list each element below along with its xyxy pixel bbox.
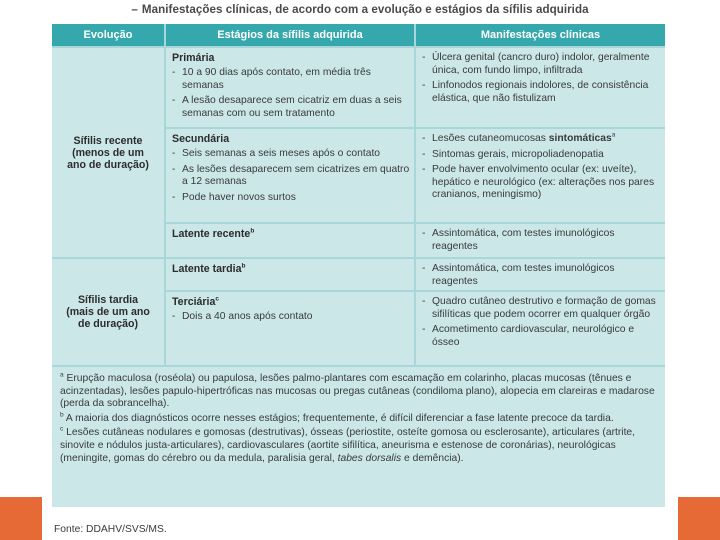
footnote-b: $^b$ A maioria dos diagnósticos ocorre nesses estágios; frequentemente, é difícil diferenciar a fase latente precoce da tardia. bbox=[60, 411, 614, 424]
header-evolucao: Evolução bbox=[52, 24, 164, 46]
stage-latente-recente-title: Latente recente$^b$ bbox=[172, 227, 255, 240]
accent-bar-left bbox=[0, 497, 42, 540]
list-item: - 10 a 90 dias após contato, em média três semanas bbox=[172, 67, 371, 91]
list-item: - Assintomática, com testes imunológicos reagentes bbox=[422, 263, 615, 287]
list-item: - Seis semanas a seis meses após o contato bbox=[172, 148, 381, 159]
header-manifestacoes: Manifestações clínicas bbox=[416, 24, 665, 46]
list-item: - Dois a 40 anos após contato bbox=[172, 311, 313, 322]
stage-latente-recente bbox=[166, 224, 414, 257]
list-item: - Acometimento cardiovascular, neurológico e ósseo bbox=[422, 324, 635, 348]
list-item: - Assintomática, com testes imunológicos reagentes bbox=[422, 228, 615, 252]
group-sifilis-tardia bbox=[52, 259, 164, 365]
group-sifilis-recente bbox=[52, 48, 164, 257]
title-text: Manifestações clínicas, de acordo com a evolução e estágios da sífilis adquirida bbox=[141, 3, 589, 16]
group-recente-sub: (menos de um ano de duração) bbox=[67, 146, 149, 171]
stage-primaria-title: Primária bbox=[172, 52, 215, 64]
source-note: Fonte: DDAHV/SVS/MS. bbox=[54, 524, 167, 535]
group-tardia-name: Sífilis tardia bbox=[77, 294, 139, 306]
list-item: - Pode haver novos surtos bbox=[172, 191, 296, 203]
header-estagios: Estágios da sífilis adquirida bbox=[166, 24, 414, 46]
accent-bar-right bbox=[678, 497, 720, 540]
manifest-primaria bbox=[416, 48, 665, 127]
list-item: - Úlcera genital (cancro duro) indolor, geralmente única, com fundo limpo, infiltrada bbox=[422, 52, 650, 76]
manifest-terciaria bbox=[416, 292, 665, 365]
footnote-a: $^a$ Erupção maculosa (roséola) ou papulosa, lesões palmo-plantares com escamação em colarinho, placas mucosas (tênues e acinzentadas), lesões papulo-hipertróficas nas mucosas ou pregas cutâneas (condiloma plano), alopecia em clareiras e madarose (perda da sobrancelha). bbox=[60, 371, 655, 410]
list-item: - Quadro cutâneo destrutivo e formação de gomas sifilíticas que podem ocorrer em qualquer órgão bbox=[422, 296, 656, 320]
clinical-table bbox=[52, 24, 665, 507]
list-item: - Sintomas gerais, micropoliadenopatia bbox=[422, 148, 604, 160]
stage-latente-tardia bbox=[166, 259, 414, 290]
list-item: - As lesões desaparecem sem cicatrizes em quatro a 12 semanas bbox=[172, 163, 410, 188]
stage-latente-tardia-title: Latente tardia$^b$ bbox=[172, 262, 246, 275]
list-item: - A lesão desaparece sem cicatriz em duas a seis semanas com ou sem tratamento bbox=[172, 95, 402, 119]
stage-terciaria-title: Terciária$^c$ bbox=[172, 295, 220, 308]
stage-secundaria-title: Secundária bbox=[172, 133, 230, 145]
group-tardia-sub: (mais de um ano de duração) bbox=[66, 306, 150, 330]
stage-primaria bbox=[166, 48, 414, 127]
footnote-c: $^c$ Lesões cutâneas nodulares e gomosas (destrutivas), ósseas (periostite, osteíte gomosa ou esclerosante), articulares (artrite, sinovite e nódulos justa-articulares), cardiovasculares (aortite sifilítica, aneurisma e estenose de coronárias), neurológicas (meningite, gomas do cérebro ou da medula, paralisia geral, tabes dorsalis e demência). bbox=[60, 425, 636, 464]
manifest-secundaria bbox=[416, 129, 665, 222]
table-title bbox=[0, 3, 720, 16]
manifest-latente-tardia bbox=[416, 259, 665, 290]
manifest-latente-recente bbox=[416, 224, 665, 257]
list-item: - Linfonodos regionais indolores, de consistência elástica, que não fistulizam bbox=[422, 80, 649, 104]
stage-terciaria bbox=[166, 292, 414, 365]
stage-secundaria bbox=[166, 129, 414, 222]
list-item: - Pode haver envolvimento ocular (ex: uveíte), hepático e neurológico (ex: alterações nos pares cranianos, meningismo) bbox=[422, 164, 655, 201]
footnotes bbox=[52, 367, 665, 507]
group-recente-name: Sífilis recente bbox=[73, 134, 143, 147]
list-item: - Lesões cutaneomucosas sintomáticas$^a$ bbox=[422, 131, 616, 144]
title-dash: – bbox=[131, 3, 138, 16]
